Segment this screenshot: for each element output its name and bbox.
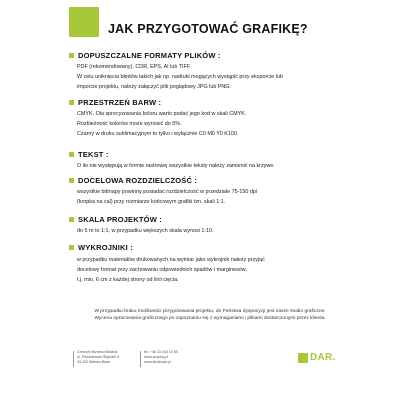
bullet-icon — [69, 245, 74, 250]
contact-phone: tel. +48 33 443 10 60 — [144, 350, 178, 354]
brand-square-icon — [69, 7, 99, 37]
bullet-icon — [69, 53, 74, 58]
section-title: WYKROJNIKI : — [78, 243, 133, 252]
contact-website: www.wraphq.pl — [144, 355, 169, 359]
section-line: (kropka na cal) przy rozmiarze końcowym grafiki tzn. skali 1:1. — [77, 199, 226, 205]
dar-logo — [298, 352, 336, 363]
company-contact — [144, 350, 178, 365]
section-title: TEKST : — [78, 150, 109, 159]
logo-square-icon — [298, 353, 308, 363]
section-line: Rozbieżność kolorów może wynosić do 5%. — [77, 121, 182, 127]
section-color-space — [69, 98, 387, 139]
section-title: DOCELOWA ROZDZIELCZOŚĆ : — [78, 176, 198, 185]
section-line: CMYK. Ola sprecyzowania koloru warto podać jego kod w skali CMYK. — [77, 111, 247, 117]
section-line: imporcie projektu, należy załączyć plik poglądowy JPG lub PNG. — [77, 84, 231, 90]
footer-note-line: W przypadku braku możliwości przygotowania projektu, do Państwa dyspozycji jest nasze studio graficzne. — [94, 309, 326, 314]
section-line: PDF (rekomendowany), CDR, EPS, AI lub TIFF. — [77, 64, 192, 70]
bullet-icon — [69, 152, 74, 157]
section-die-cuts — [69, 243, 387, 285]
section-text — [69, 150, 387, 171]
address-line: 43-300 Bielsko-Biała — [77, 360, 110, 364]
footer-note — [60, 308, 360, 322]
section-line: w przypadku materiałów drukowanych na wymiar jako wykrojnik należy przyjąć — [77, 257, 265, 263]
divider — [73, 351, 74, 367]
section-title: PRZESTRZEŃ BARW : — [78, 98, 162, 107]
logo-text: DAR. — [310, 352, 336, 363]
page-title: JAK PRZYGOTOWAĆ GRAFIKĘ? — [108, 22, 308, 36]
section-line: wszystkie bitmapy powinny posiadać rozdzielczość w przedziale 75-150 dpi — [77, 189, 258, 195]
footer-note-line: Wycena opracowania graficznego po zapoznaniu się z wymaganiami i plikami dostarczonymi przez klienta. — [94, 316, 326, 321]
section-file-formats — [69, 51, 387, 92]
address-line: Centrum Biznesu Bielaria — [77, 350, 118, 354]
section-line: Czarny w druku sublimacyjnym to tylko i wyłącznie C0 M0 Y0 K100. — [77, 131, 239, 137]
contact-website: www.studiodar.pl — [144, 360, 171, 364]
section-resolution — [69, 176, 387, 207]
bullet-icon — [69, 100, 74, 105]
section-line: docelowy format przy zachowaniu odpowiednich spadów i marginesów, — [77, 267, 247, 273]
section-line: t.j. min. 6 cm z każdej strony od linii cięcia. — [77, 277, 179, 283]
section-scale — [69, 215, 387, 236]
section-title: DOPUSZCZALNE FORMATY PLIKÓW : — [78, 51, 221, 60]
address-line: ul. Powstańców Śląskich 6 — [77, 355, 120, 359]
section-line: O ile nie występują w formie rastrowej wszystkie teksty należy zamienić na krzywe. — [77, 163, 275, 169]
bullet-icon — [69, 217, 74, 222]
bullet-icon — [69, 178, 74, 183]
section-title: SKALA PROJEKTÓW : — [78, 215, 162, 224]
section-line: W celu uniknięcia błędów takich jak np. nadruki mogących wystąpić przy eksporcie lub — [77, 74, 283, 80]
section-line: do 5 m to 1:1, w przypadku większych skala wynosi 1:10. — [77, 228, 214, 234]
company-address — [77, 350, 119, 365]
divider — [140, 351, 141, 367]
